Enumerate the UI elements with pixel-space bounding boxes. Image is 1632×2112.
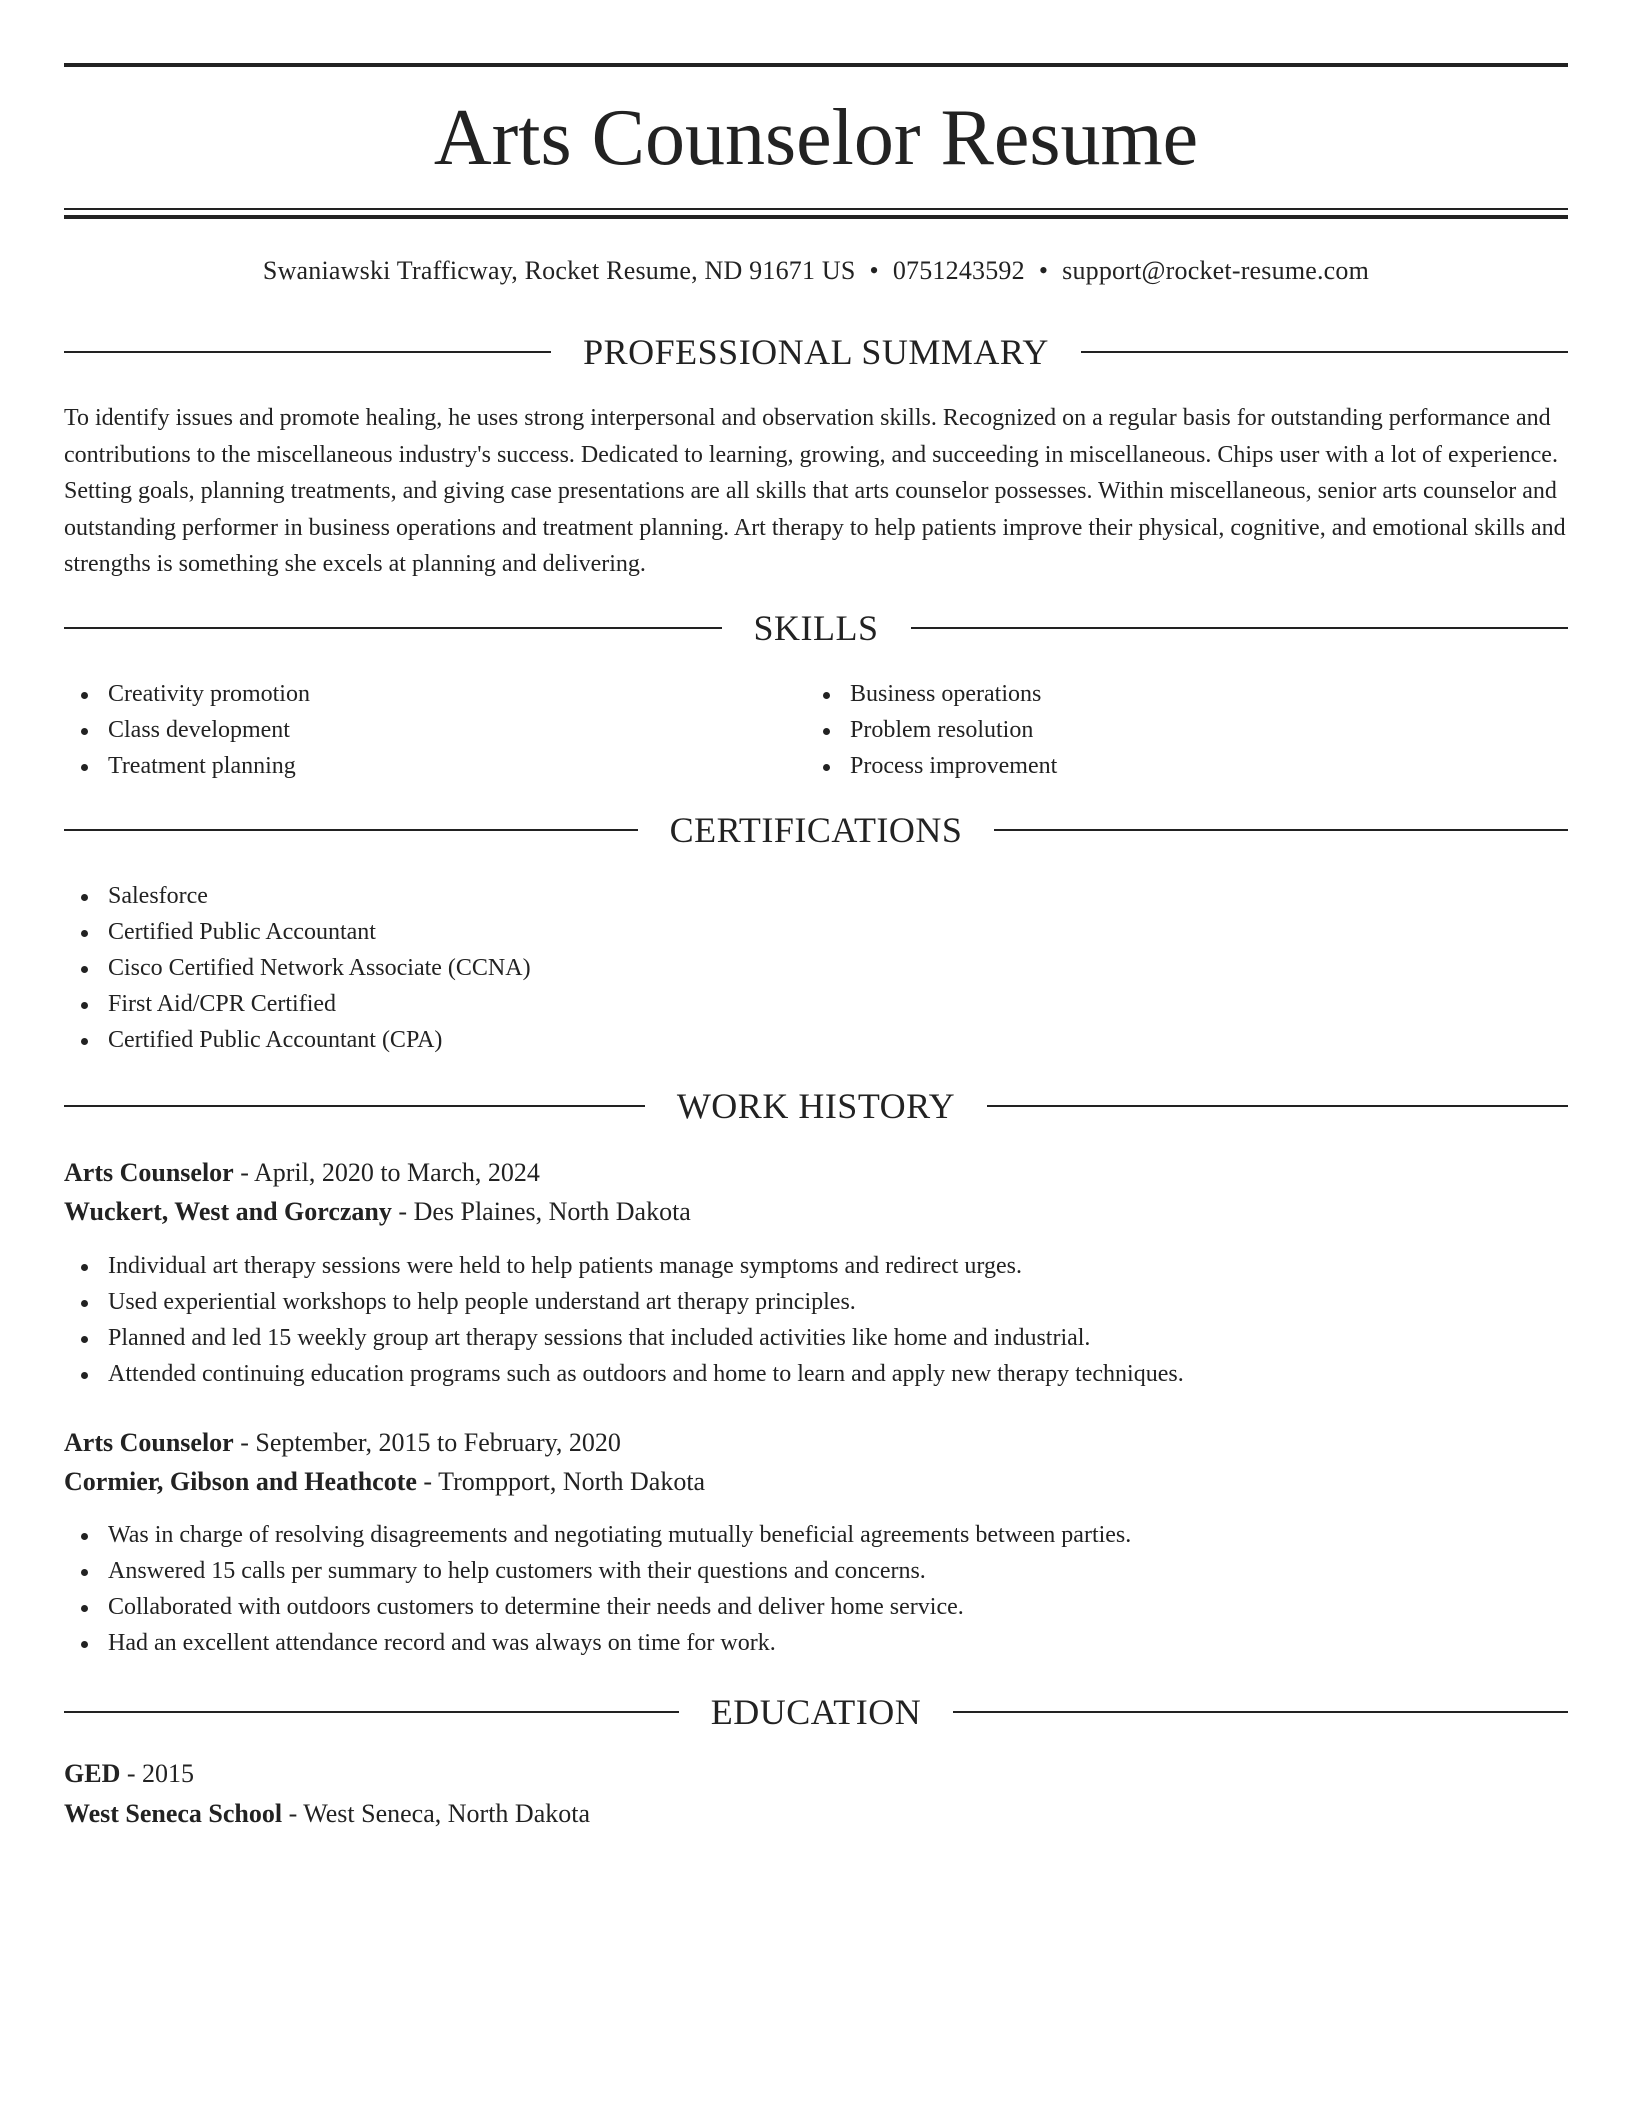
contact-line [64, 253, 1568, 289]
list-item: Cisco Certified Network Associate (CCNA) [64, 950, 1568, 986]
list-item: Planned and led 15 weekly group art therapy sessions that included activities like home and industrial. [64, 1320, 1568, 1356]
list-item: Individual art therapy sessions were held to help patients manage symptoms and redirect urges. [64, 1248, 1568, 1284]
section-rule [994, 829, 1568, 831]
education-school-line [64, 1795, 1568, 1833]
section-rule [64, 627, 722, 629]
job-location: - Des Plaines, North Dakota [391, 1197, 691, 1226]
contact-separator: • [1038, 256, 1049, 285]
list-item: Certified Public Accountant [64, 914, 1568, 950]
list-item: Attended continuing education programs such as outdoors and home to learn and apply new therapy techniques. [64, 1356, 1568, 1392]
list-item: Answered 15 calls per summary to help customers with their questions and concerns. [64, 1553, 1568, 1589]
education-year: - 2015 [120, 1759, 195, 1788]
section-rule [953, 1711, 1568, 1713]
summary-paragraph: To identify issues and promote healing, he uses strong interpersonal and observation skills. Recognized on a regular basis for outstanding performance and contributions to the miscellaneous industry's success. Dedicated to learning, growing, and succeeding in miscellaneous. Chips user with a lot of experience. Setting goals, planning treatments, and giving case presentations are all skills that arts counselor possesses. Within miscellaneous, senior arts counselor and outstanding performer in business operations and treatment planning. Art therapy to help patients improve their physical, cognitive, and emotional skills and strengths is something she excels at planning and delivering. [64, 405, 1566, 577]
education-location: - West Seneca, North Dakota [282, 1799, 590, 1828]
list-item: Process improvement [806, 748, 1506, 784]
section-header-summary [64, 330, 1568, 374]
section-title: PROFESSIONAL SUMMARY [583, 332, 1049, 372]
section-header-work-history [64, 1084, 1568, 1128]
list-item: First Aid/CPR Certified [64, 986, 1568, 1022]
contact-address: Swaniawski Trafficway, Rocket Resume, ND 91671 US [262, 256, 856, 285]
job-title-line [64, 1154, 1568, 1192]
section-rule [64, 351, 551, 353]
section-rule [64, 1711, 679, 1713]
section-rule [987, 1105, 1568, 1107]
education-school: West Seneca School [64, 1799, 283, 1828]
list-item: Had an excellent attendance record and was always on time for work. [64, 1625, 1568, 1661]
contact-email: support@rocket-resume.com [1062, 256, 1370, 285]
skills-list-left [64, 676, 764, 784]
job-title: Arts Counselor [64, 1158, 234, 1187]
section-title: EDUCATION [710, 1692, 922, 1732]
job-company-line [64, 1463, 1568, 1501]
section-title: CERTIFICATIONS [669, 810, 963, 850]
section-title: SKILLS [753, 608, 879, 648]
job-location: - Trompport, North Dakota [416, 1467, 706, 1496]
section-header-certifications [64, 808, 1568, 852]
header-double-rule-thin [64, 208, 1568, 210]
job-bullets [64, 1248, 1568, 1392]
list-item: Creativity promotion [64, 676, 764, 712]
list-item: Business operations [806, 676, 1506, 712]
job-title-line [64, 1424, 1568, 1462]
list-item: Salesforce [64, 878, 1568, 914]
list-item: Collaborated with outdoors customers to determine their needs and deliver home service. [64, 1589, 1568, 1625]
section-rule [64, 1105, 645, 1107]
section-title: WORK HISTORY [676, 1086, 956, 1126]
certifications-list [64, 878, 1568, 1058]
list-item: Certified Public Accountant (CPA) [64, 1022, 1568, 1058]
header-top-rule [64, 63, 1568, 67]
job-company: Wuckert, West and Gorczany [64, 1197, 392, 1226]
list-item: Was in charge of resolving disagreements and negotiating mutually beneficial agreements between parties. [64, 1517, 1568, 1553]
section-rule [64, 829, 638, 831]
section-header-education [64, 1690, 1568, 1734]
job-company-line [64, 1193, 1568, 1231]
education-degree: GED [64, 1759, 121, 1788]
job-title: Arts Counselor [64, 1428, 234, 1457]
skills-list-right [806, 676, 1506, 784]
list-item: Treatment planning [64, 748, 764, 784]
header-double-rule-thick [64, 215, 1568, 219]
contact-separator: • [869, 256, 879, 285]
education-degree-line [64, 1755, 1568, 1793]
resume-title: Arts Counselor Resume [433, 94, 1199, 182]
list-item: Problem resolution [806, 712, 1506, 748]
section-rule [1081, 351, 1568, 353]
contact-phone: 0751243592 [892, 256, 1025, 285]
list-item: Class development [64, 712, 764, 748]
job-bullets [64, 1517, 1568, 1661]
section-header-skills [64, 606, 1568, 650]
section-rule [911, 627, 1569, 629]
job-dates: - September, 2015 to February, 2020 [233, 1428, 621, 1457]
job-dates: - April, 2020 to March, 2024 [233, 1158, 540, 1187]
job-company: Cormier, Gibson and Heathcote [64, 1467, 417, 1496]
list-item: Used experiential workshops to help people understand art therapy principles. [64, 1284, 1568, 1320]
